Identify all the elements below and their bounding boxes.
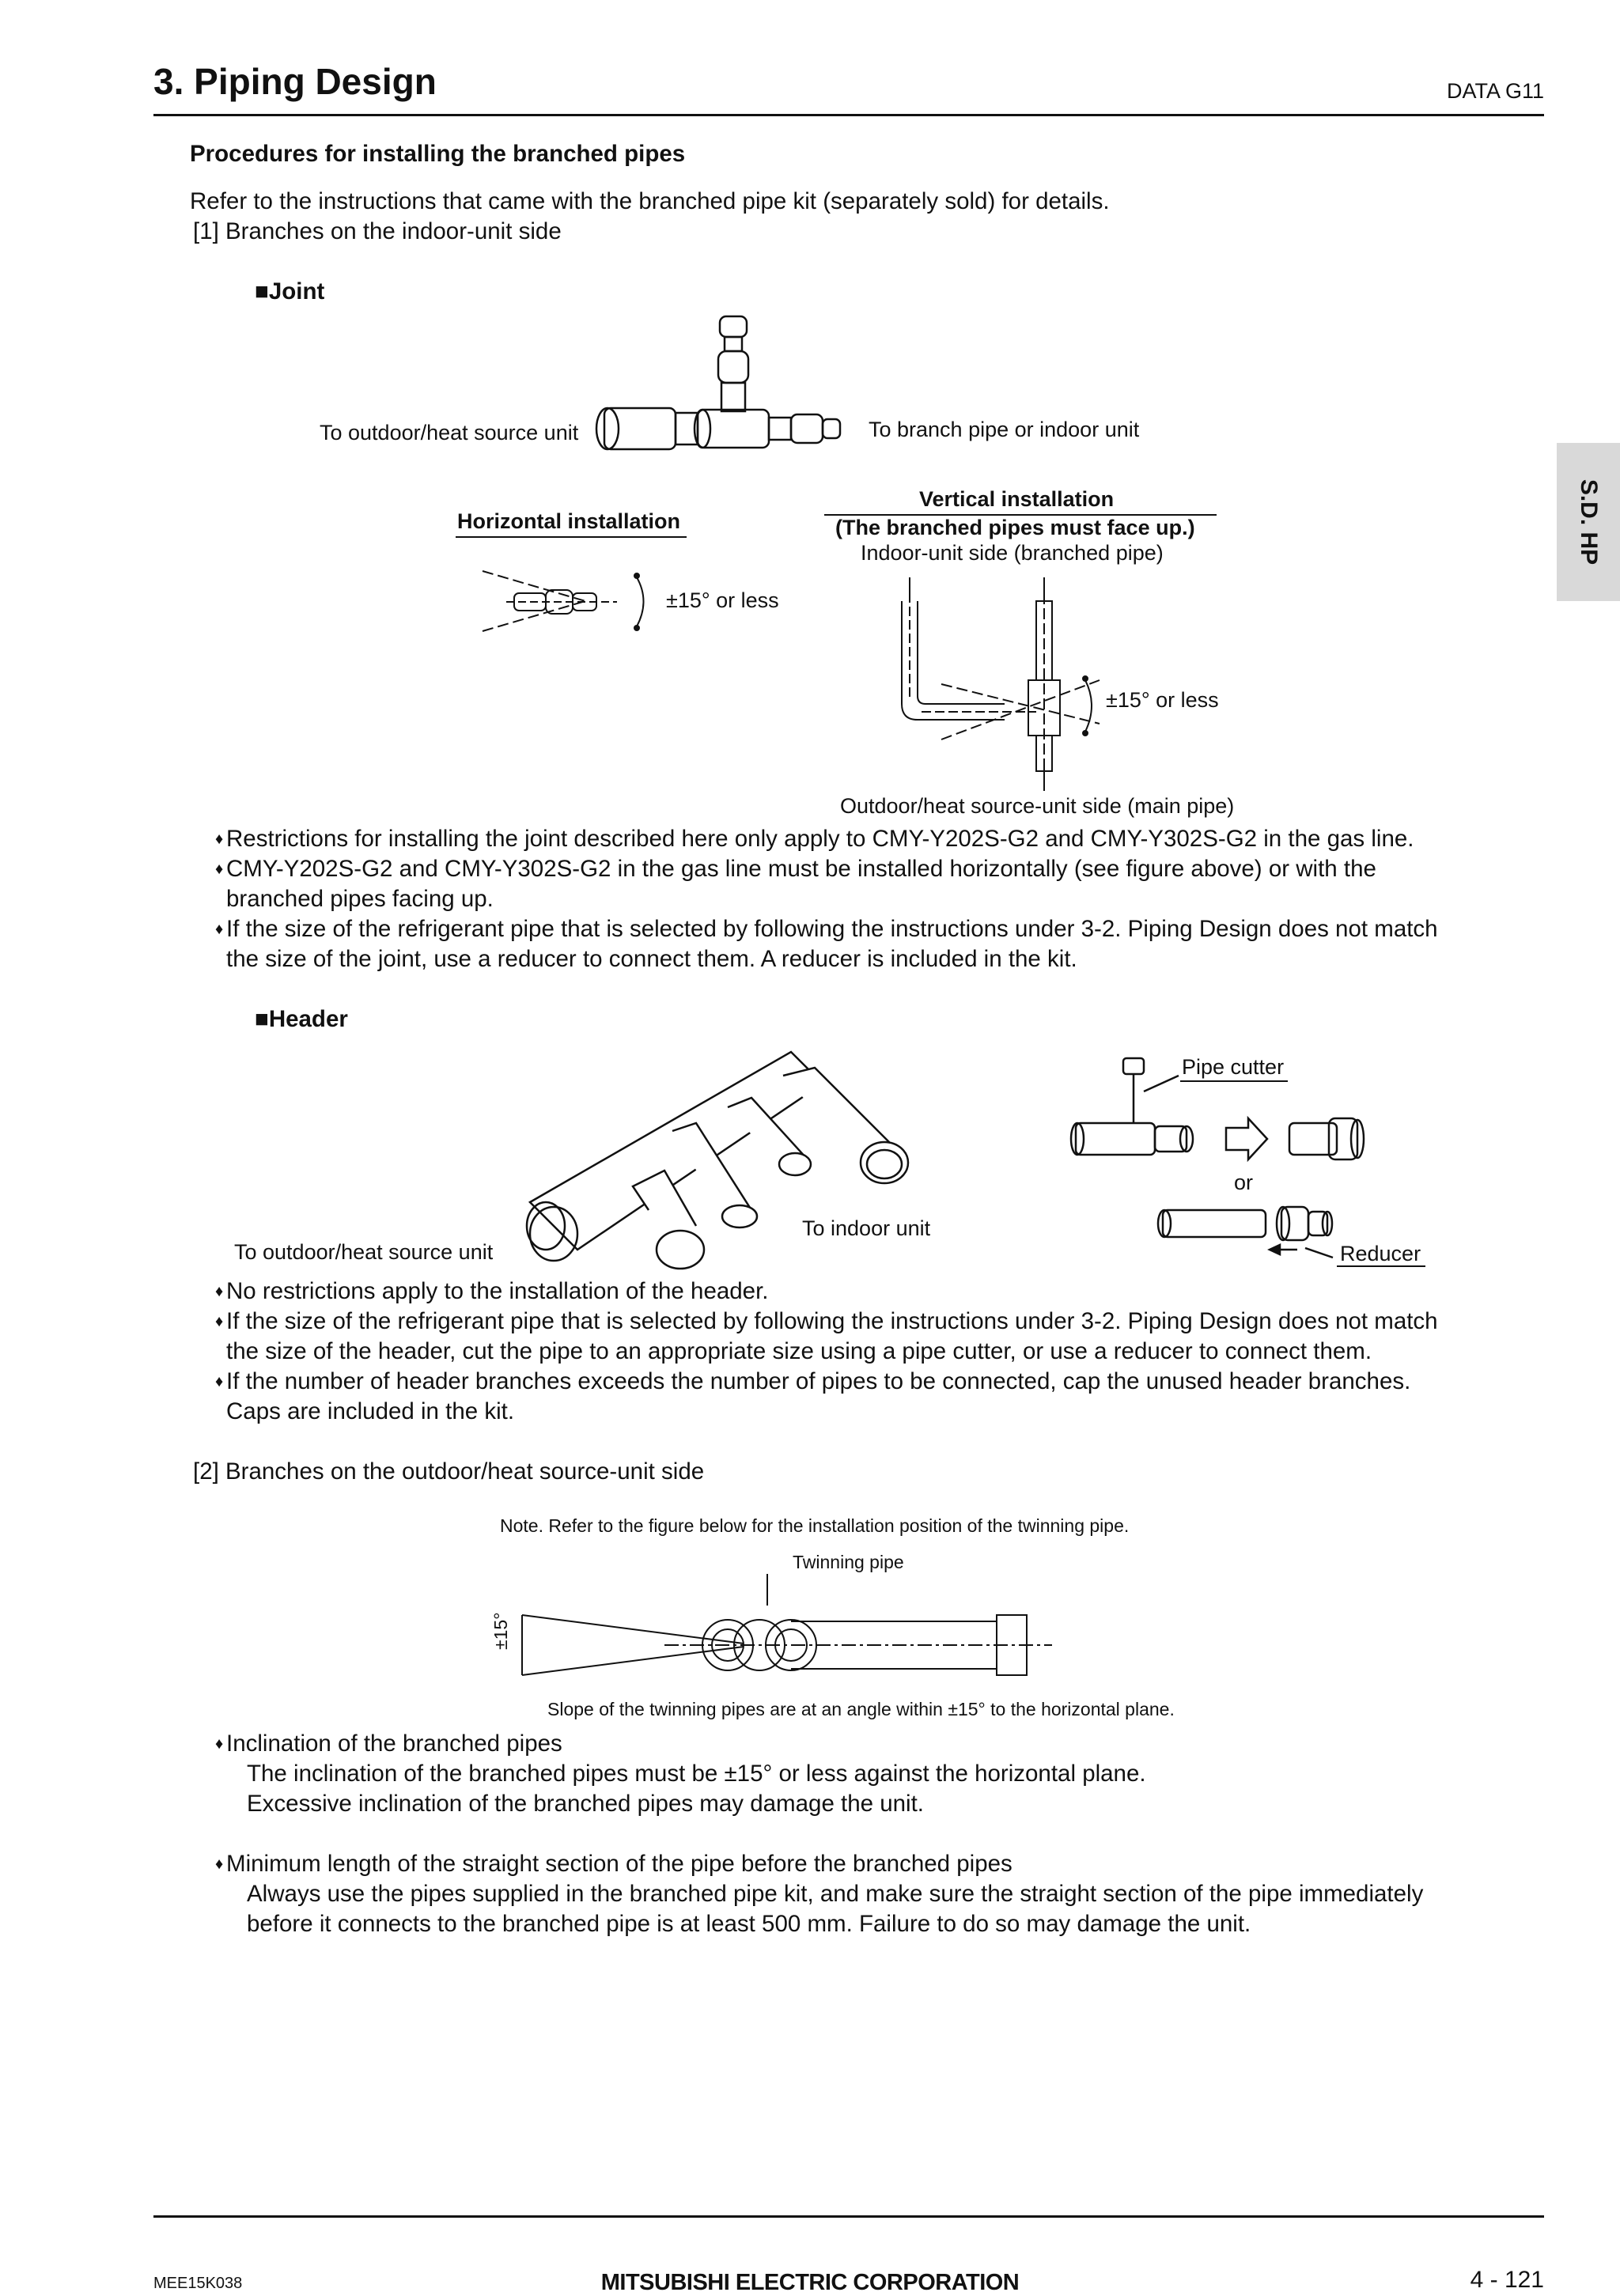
horizontal-underline bbox=[456, 536, 687, 538]
or-label: or bbox=[1234, 1171, 1254, 1194]
header-note-2: ♦ If the size of the refrigerant pipe that is selected by following the instructions under 3-2. Piping Design does not match bbox=[215, 1308, 1438, 1334]
page-number: 4 - 121 bbox=[1470, 2267, 1544, 2293]
header-label-outdoor: To outdoor/heat source unit bbox=[234, 1240, 494, 1264]
subsection-1: [1] Branches on the indoor-unit side bbox=[193, 218, 562, 244]
joint-diagram bbox=[585, 316, 854, 467]
intro-text: Refer to the instructions that came with the branched pipe kit (separately sold) for details. bbox=[190, 188, 1110, 214]
joint-note-3: ♦ If the size of the refrigerant pipe that is selected by following the instructions under 3-2. Piping Design does not match bbox=[215, 916, 1438, 942]
header-note-3-cont: Caps are included in the kit. bbox=[226, 1398, 515, 1424]
reducer-label: Reducer bbox=[1340, 1242, 1421, 1265]
twinning-pipe-diagram bbox=[506, 1574, 1060, 1693]
twinning-note: Note. Refer to the figure below for the installation position of the twinning pipe. bbox=[500, 1515, 1130, 1536]
joint-note-2: ♦ CMY-Y202S-G2 and CMY-Y302S-G2 in the gas line must be installed horizontally (see figure above) or with the bbox=[215, 856, 1376, 882]
header-note-3: ♦ If the number of header branches exceeds the number of pipes to be connected, cap the unused header branches. bbox=[215, 1368, 1411, 1394]
subsection-2: [2] Branches on the outdoor/heat source-unit side bbox=[193, 1458, 705, 1485]
min-length-text-1: Always use the pipes supplied in the branched pipe kit, and make sure the straight section of the pipe immediately bbox=[247, 1881, 1424, 1907]
twinning-angle-label: ±15° bbox=[490, 1612, 511, 1650]
footer-rule bbox=[153, 2215, 1544, 2218]
vertical-title: Vertical installation bbox=[919, 487, 1115, 511]
joint-note-1: ♦ Restrictions for installing the joint described here only apply to CMY-Y202S-G2 and CMY-Y302S-G2 in the gas line. bbox=[215, 826, 1414, 852]
joint-note-2-cont: branched pipes facing up. bbox=[226, 886, 494, 912]
horizontal-angle-label: ±15° or less bbox=[666, 588, 779, 612]
document-code: DATA G11 bbox=[1446, 79, 1544, 103]
horizontal-install-diagram bbox=[475, 562, 680, 641]
footer-company: MITSUBISHI ELECTRIC CORPORATION bbox=[600, 2270, 1020, 2295]
inclination-title: ♦ Inclination of the branched pipes bbox=[215, 1731, 562, 1757]
page-title: 3. Piping Design bbox=[153, 61, 437, 102]
joint-label-outdoor: To outdoor/heat source unit bbox=[320, 421, 579, 444]
vertical-install-diagram bbox=[878, 569, 1107, 799]
min-length-text-2: before it connects to the branched pipe is at least 500 mm. Failure to do so may damage the unit. bbox=[247, 1911, 1251, 1937]
horizontal-title: Horizontal installation bbox=[457, 509, 681, 533]
header-rule bbox=[153, 114, 1544, 116]
header-note-2-cont: the size of the header, cut the pipe to an appropriate size using a pipe cutter, or use a reducer to connect them. bbox=[226, 1338, 1372, 1364]
joint-label-branch: To branch pipe or indoor unit bbox=[869, 418, 1140, 441]
header-note-1: ♦ No restrictions apply to the installation of the header. bbox=[215, 1278, 769, 1304]
vertical-top-label: Indoor-unit side (branched pipe) bbox=[861, 541, 1164, 565]
reducer-underline bbox=[1337, 1265, 1425, 1267]
side-tab-label: S.D. HP bbox=[1576, 478, 1602, 565]
joint-note-3-cont: the size of the joint, use a reducer to connect them. A reducer is included in the kit. bbox=[226, 946, 1077, 972]
inclination-text-2: Excessive inclination of the branched pipes may damage the unit. bbox=[247, 1791, 925, 1817]
vertical-subtitle: (The branched pipes must face up.) bbox=[835, 516, 1195, 539]
vertical-bottom-label: Outdoor/heat source-unit side (main pipe) bbox=[840, 794, 1235, 818]
side-tab bbox=[1557, 443, 1620, 601]
header-section-title: ■Header bbox=[255, 1006, 348, 1032]
pipe-cutter-diagram bbox=[1068, 1052, 1400, 1265]
joint-title: ■Joint bbox=[255, 278, 325, 304]
inclination-text-1: The inclination of the branched pipes must be ±15° or less against the horizontal plane. bbox=[247, 1761, 1146, 1787]
footer-code: MEE15K038 bbox=[153, 2275, 243, 2292]
header-label-indoor: To indoor unit bbox=[802, 1216, 931, 1240]
section-heading: Procedures for installing the branched pipes bbox=[190, 141, 686, 167]
pipe-cutter-label: Pipe cutter bbox=[1182, 1055, 1285, 1079]
vertical-angle-label: ±15° or less bbox=[1106, 688, 1219, 712]
twinning-pipe-label: Twinning pipe bbox=[793, 1552, 904, 1572]
slope-caption: Slope of the twinning pipes are at an angle within ±15° to the horizontal plane. bbox=[547, 1699, 1175, 1719]
min-length-title: ♦ Minimum length of the straight section of the pipe before the branched pipes bbox=[215, 1851, 1012, 1877]
pipe-cutter-underline bbox=[1180, 1080, 1288, 1082]
